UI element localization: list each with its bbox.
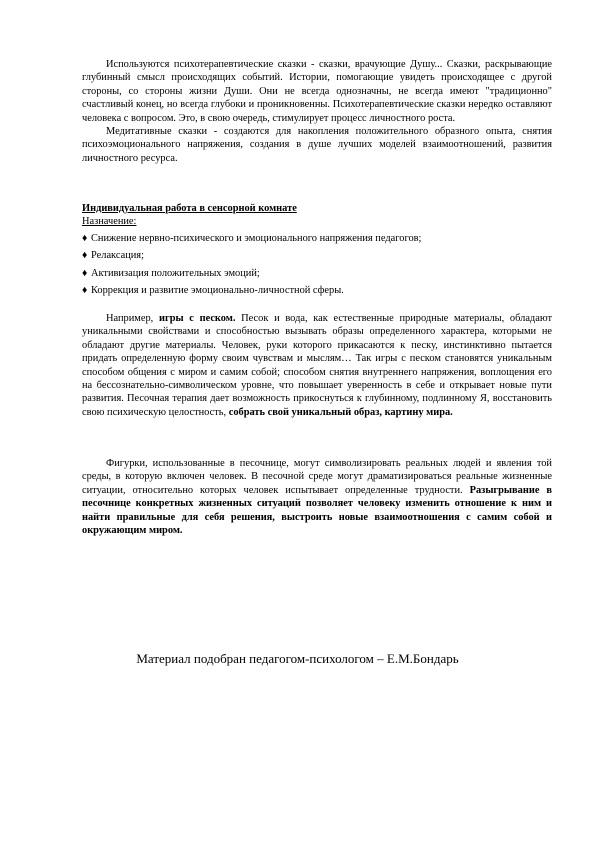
diamond-bullet-icon: ♦ <box>82 285 88 297</box>
diamond-bullet-icon: ♦ <box>82 232 88 244</box>
list-item <box>82 232 552 245</box>
meditative-tales-paragraph: Медитативные сказки - создаются для накопления положительного образного опыта, снятия психоэмоционального напряжения, создания в душе лучших моделей взаимоотношений, развития личностного ресурса. <box>82 126 552 164</box>
list-item <box>82 249 552 262</box>
diamond-bullet-icon: ♦ <box>82 250 88 262</box>
sand-lead-bold: игры с песком. <box>158 313 236 324</box>
psychotherapeutic-tales-paragraph: Используются психотерапевтические сказки - сказки, врачующие Душу... Сказки, раскрывающие глубинный смысл происходящих событий. Истории, помогающие увидеть происходящее с другой стороны, со стороны жизни Души. Они не всегда однозначны, не всегда имеют "традиционно" счастливый конец, но всегда глубоки и проникновенны. Психотерапевтические сказки нередко оставляют человека с вопросом. Это, в свою очередь, стимулирует процесс личностного роста. <box>82 59 552 124</box>
figures-bold: Разыгрывание в песочнице конкретных жизненных ситуаций позволяет человеку изменить отношение к ним и найти правильные для себя решения, выстроить новые взаимоотношения с самим собой и окружающим миром. <box>82 484 552 537</box>
figures-body: Фигурки, использованные в песочнице, могут символизировать реальных людей и явления той среды, в которую включен человек. В песочной среде могут драматизироваться реальные жизненные ситуации, относительно которых человек испытывает определенные трудности. <box>82 458 552 496</box>
tales-section <box>82 58 552 165</box>
sand-body: Песок и вода, как естественные природные материалы, обладают уникальными свойствами и способностью вызывать образы определенного характера, которыми не обладают другие материалы. Человек, руки которого прикасаются к песку, инстинктивно пытается придать определенную форму своим чувствам и мыслям… Так игры с песком становятся уникальным способом общения с миром и самим собой; способом снятия внутреннего напряжения, воплощения его на бессознательно-символическом уровне, что повышает уверенность в себе и открывает новые пути развития. Песочная терапия дает возможность прикоснуться к глубинному, подлинному Я, восстановить свою психическую целостность, <box>82 313 552 418</box>
sand-lead: Например, <box>106 313 159 324</box>
list-item-text: Активизация положительных эмоций; <box>91 267 260 279</box>
list-item-text: Коррекция и развитие эмоционально-личностной сферы. <box>91 285 344 297</box>
figures-paragraph <box>82 457 552 537</box>
figures-section <box>82 457 552 537</box>
list-item-text: Снижение нервно-психического и эмоционального напряжения педагогов; <box>91 232 422 244</box>
author-credit: Материал подобран педагогом-психологом – Е.М.Бондарь <box>136 651 459 666</box>
purpose-label: Назначение: <box>82 216 137 228</box>
list-item <box>82 267 552 280</box>
sand-play-section <box>82 312 552 419</box>
sensory-room-section <box>82 202 552 301</box>
diamond-bullet-icon: ♦ <box>82 267 88 279</box>
list-item-text: Релаксация; <box>91 250 144 262</box>
purpose-list <box>82 232 552 298</box>
list-item <box>82 284 552 297</box>
section-heading: Индивидуальная работа в сенсорной комнате <box>82 203 297 214</box>
sand-end-bold: собрать свой уникальный образ, картину мира. <box>226 406 453 418</box>
sand-play-paragraph <box>82 312 552 419</box>
